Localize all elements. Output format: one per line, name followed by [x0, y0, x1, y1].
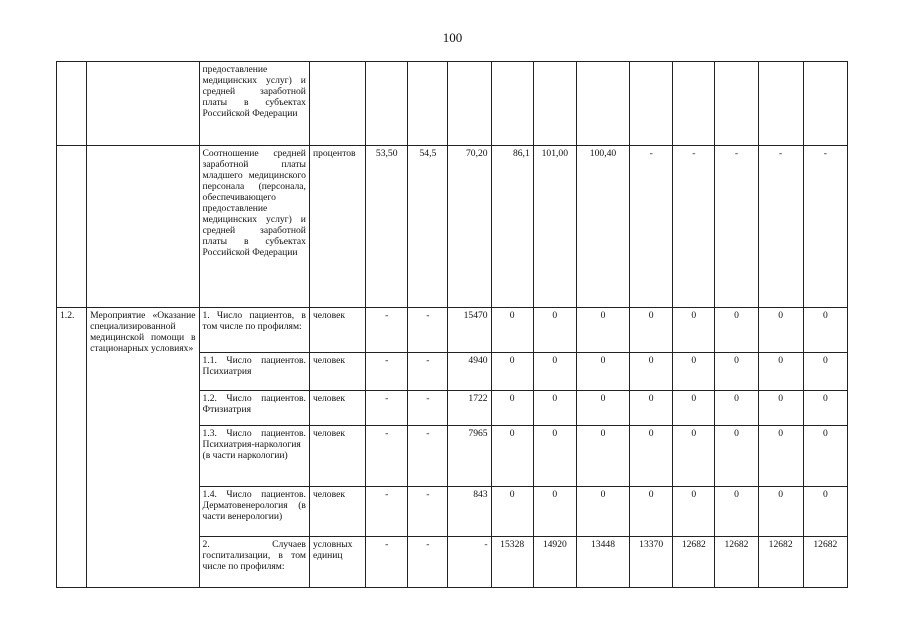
- cell-value: -: [408, 426, 448, 487]
- cell-value: 4940: [448, 353, 491, 391]
- cell-value: 70,20: [448, 146, 491, 308]
- cell-value: 0: [715, 426, 758, 487]
- cell-value: 0: [576, 426, 629, 487]
- cell-value: 12682: [673, 537, 715, 588]
- cell-number: 1.2.: [57, 308, 87, 588]
- cell-value: -: [366, 537, 408, 588]
- cell-value: -: [366, 353, 408, 391]
- cell-value: [715, 62, 758, 146]
- cell-value: 86,1: [491, 146, 533, 308]
- cell-value: [491, 62, 533, 146]
- cell-value: 0: [673, 391, 715, 426]
- cell-value: 0: [715, 391, 758, 426]
- cell-indicator: 1.1. Число пациентов. Психиатрия: [199, 353, 309, 391]
- cell-value: 0: [673, 487, 715, 537]
- cell-value: [533, 62, 576, 146]
- cell-value: 12682: [715, 537, 758, 588]
- cell-value: -: [366, 487, 408, 537]
- cell-value: 0: [803, 426, 847, 487]
- cell-value: 0: [758, 487, 803, 537]
- cell-value: 0: [576, 308, 629, 353]
- cell-value: 0: [803, 391, 847, 426]
- cell-value: 100,40: [576, 146, 629, 308]
- cell-value: 0: [758, 426, 803, 487]
- cell-value: -: [408, 308, 448, 353]
- cell-value: [803, 62, 847, 146]
- table-row: [57, 308, 848, 353]
- cell-indicator: 1.4. Число пациентов. Дерматовенерология (в части венерологии): [199, 487, 309, 537]
- cell-value: 0: [630, 353, 673, 391]
- cell-indicator: Соотношение средней заработной платы младшего медицинского персонала (персонала, обеспечивающего предоставление медицинских услуг) и средней заработной платы в субъектах Российской Федерации: [199, 146, 309, 308]
- cell-value: -: [715, 146, 758, 308]
- cell-value: 0: [715, 353, 758, 391]
- cell-value: 15470: [448, 308, 491, 353]
- cell-value: 14920: [533, 537, 576, 588]
- cell-value: 843: [448, 487, 491, 537]
- cell-value: 0: [533, 391, 576, 426]
- cell-value: 0: [715, 308, 758, 353]
- cell-value: -: [803, 146, 847, 308]
- cell-value: 54,5: [408, 146, 448, 308]
- cell-number: [57, 62, 87, 146]
- cell-value: 0: [803, 487, 847, 537]
- cell-value: -: [366, 308, 408, 353]
- cell-value: 0: [491, 426, 533, 487]
- cell-value: 0: [803, 308, 847, 353]
- cell-value: 0: [673, 426, 715, 487]
- cell-value: 0: [673, 353, 715, 391]
- cell-value: 13370: [630, 537, 673, 588]
- cell-value: 53,50: [366, 146, 408, 308]
- cell-value: 101,00: [533, 146, 576, 308]
- cell-value: [408, 62, 448, 146]
- cell-unit: человек: [309, 391, 365, 426]
- table-row: [57, 62, 848, 146]
- cell-value: -: [408, 487, 448, 537]
- cell-value: 12682: [758, 537, 803, 588]
- cell-value: 0: [803, 353, 847, 391]
- cell-unit: условных единиц: [309, 537, 365, 588]
- cell-value: 0: [491, 487, 533, 537]
- cell-value: 1722: [448, 391, 491, 426]
- cell-value: 12682: [803, 537, 847, 588]
- cell-value: 0: [533, 426, 576, 487]
- cell-value: 0: [630, 308, 673, 353]
- cell-value: -: [366, 426, 408, 487]
- cell-value: 0: [491, 391, 533, 426]
- cell-value: -: [408, 353, 448, 391]
- cell-value: 0: [533, 308, 576, 353]
- cell-event: [87, 62, 199, 146]
- cell-value: 0: [758, 353, 803, 391]
- cell-indicator: 1.3. Число пациентов. Психиатрия-наркология (в части наркологии): [199, 426, 309, 487]
- cell-unit: человек: [309, 308, 365, 353]
- cell-unit: [309, 62, 365, 146]
- cell-value: [758, 62, 803, 146]
- cell-value: 0: [576, 353, 629, 391]
- cell-number: [57, 146, 87, 308]
- cell-indicator: 1.2. Число пациентов. Фтизиатрия: [199, 391, 309, 426]
- cell-unit: человек: [309, 426, 365, 487]
- cell-unit: человек: [309, 353, 365, 391]
- cell-value: 0: [630, 391, 673, 426]
- cell-value: 0: [491, 308, 533, 353]
- table-row: [57, 146, 848, 308]
- cell-value: 0: [673, 308, 715, 353]
- cell-value: [576, 62, 629, 146]
- cell-value: 0: [576, 391, 629, 426]
- cell-value: [448, 62, 491, 146]
- cell-value: 0: [576, 487, 629, 537]
- page-number: 100: [442, 30, 463, 45]
- cell-indicator: 1. Число пациентов, в том числе по профилям:: [199, 308, 309, 353]
- cell-value: -: [448, 537, 491, 588]
- cell-unit: процентов: [309, 146, 365, 308]
- cell-value: 13448: [576, 537, 629, 588]
- cell-value: -: [758, 146, 803, 308]
- cell-value: -: [408, 391, 448, 426]
- cell-value: 15328: [491, 537, 533, 588]
- cell-event: Мероприятие «Оказание специализированной медицинской помощи в стационарных условиях»: [87, 308, 199, 588]
- cell-value: 0: [533, 487, 576, 537]
- cell-value: 0: [533, 353, 576, 391]
- cell-value: -: [673, 146, 715, 308]
- cell-value: 0: [630, 426, 673, 487]
- cell-value: 0: [758, 391, 803, 426]
- cell-event: [87, 146, 199, 308]
- cell-value: [630, 62, 673, 146]
- cell-value: 0: [715, 487, 758, 537]
- cell-unit: человек: [309, 487, 365, 537]
- indicators-table: [56, 61, 848, 588]
- cell-value: -: [630, 146, 673, 308]
- cell-value: 0: [491, 353, 533, 391]
- cell-value: [673, 62, 715, 146]
- cell-indicator: 2. Случаев госпитализации, в том числе по профилям:: [199, 537, 309, 588]
- cell-value: 0: [758, 308, 803, 353]
- cell-value: [366, 62, 408, 146]
- cell-indicator: предоставление медицинских услуг) и средней заработной платы в субъектах Российской Федерации: [199, 62, 309, 146]
- cell-value: 0: [630, 487, 673, 537]
- cell-value: 7965: [448, 426, 491, 487]
- cell-value: -: [408, 537, 448, 588]
- cell-value: -: [366, 391, 408, 426]
